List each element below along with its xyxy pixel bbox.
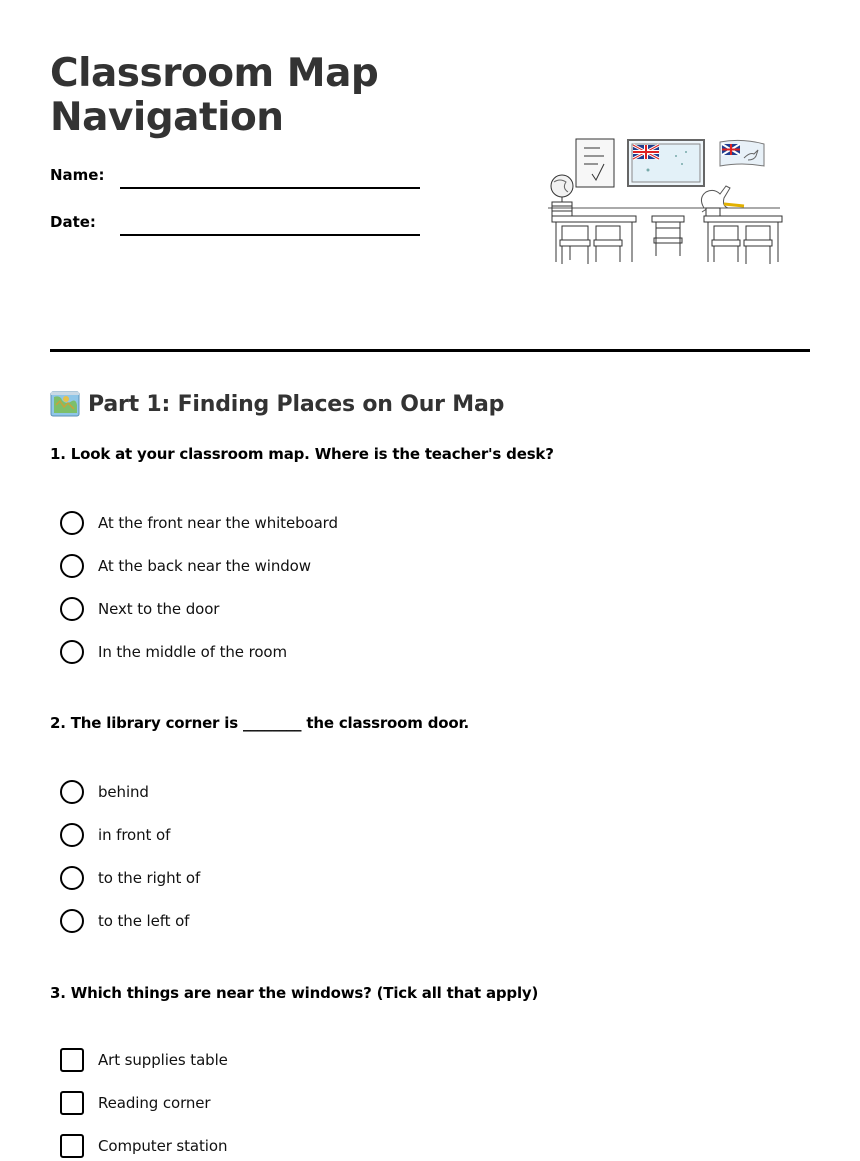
worksheet-title: Classroom Map Navigation	[50, 51, 379, 140]
radio-button[interactable]	[60, 597, 84, 621]
option-label: in front of	[98, 826, 171, 844]
option-label: to the right of	[98, 869, 201, 887]
option-label: In the middle of the room	[98, 643, 287, 661]
option-label: Reading corner	[98, 1094, 211, 1112]
radio-button[interactable]	[60, 780, 84, 804]
q3-option-1[interactable]	[60, 1047, 228, 1073]
radio-button[interactable]	[60, 554, 84, 578]
option-label: Art supplies table	[98, 1051, 228, 1069]
q1-option-3[interactable]	[60, 596, 219, 622]
option-label: Next to the door	[98, 600, 220, 618]
option-label: At the back near the window	[98, 557, 311, 575]
option-label: to the left of	[98, 912, 190, 930]
checkbox[interactable]	[60, 1048, 84, 1072]
question-3: 3. Which things are near the windows? (Tick all that apply)	[50, 984, 539, 1002]
radio-button[interactable]	[60, 909, 84, 933]
q2-option-2[interactable]	[60, 822, 170, 848]
classroom-illustration-icon	[548, 136, 784, 268]
map-icon	[50, 391, 80, 417]
question-2: 2. The library corner is ________ the classroom door.	[50, 714, 470, 732]
section-divider	[50, 349, 810, 352]
name-label: Name:	[50, 166, 105, 184]
q1-option-4[interactable]	[60, 639, 287, 665]
q2-option-1[interactable]	[60, 779, 149, 805]
q3-option-3[interactable]	[60, 1133, 227, 1159]
section-title: Part 1: Finding Places on Our Map	[88, 391, 505, 417]
radio-button[interactable]	[60, 866, 84, 890]
q3-option-2[interactable]	[60, 1090, 211, 1116]
section-header	[50, 388, 504, 420]
name-line[interactable]	[120, 187, 420, 189]
q2-option-4[interactable]	[60, 908, 189, 934]
question-1: 1. Look at your classroom map. Where is the teacher's desk?	[50, 445, 554, 463]
option-label: At the front near the whiteboard	[98, 514, 338, 532]
date-line[interactable]	[120, 234, 420, 236]
option-label: Computer station	[98, 1137, 228, 1155]
q1-option-2[interactable]	[60, 553, 311, 579]
q2-option-3[interactable]	[60, 865, 200, 891]
radio-button[interactable]	[60, 823, 84, 847]
checkbox[interactable]	[60, 1134, 84, 1158]
date-label: Date:	[50, 213, 96, 231]
q1-option-1[interactable]	[60, 510, 338, 536]
option-label: behind	[98, 783, 149, 801]
radio-button[interactable]	[60, 511, 84, 535]
checkbox[interactable]	[60, 1091, 84, 1115]
radio-button[interactable]	[60, 640, 84, 664]
